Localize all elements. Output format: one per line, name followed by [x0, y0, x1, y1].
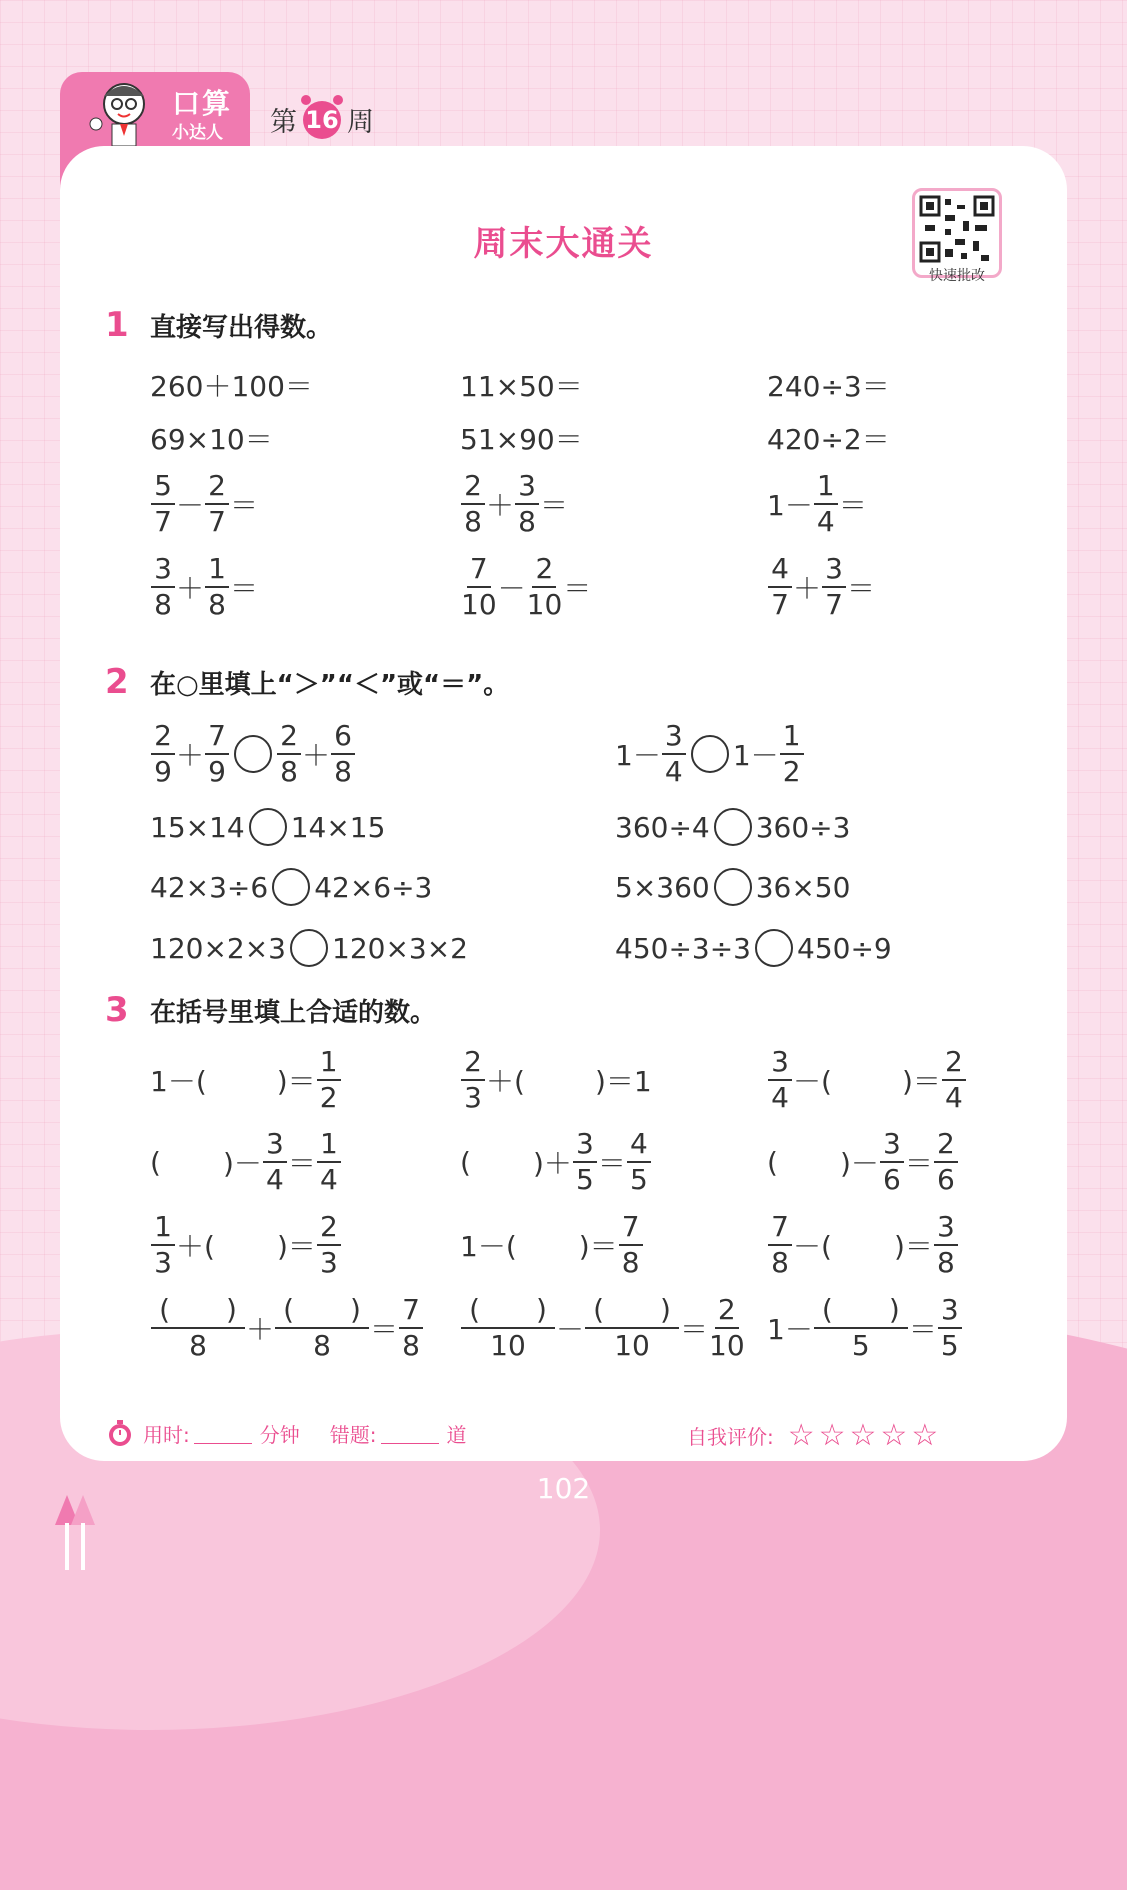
compare-problem: 5×360 36×50 [615, 868, 850, 906]
answer-blank[interactable]: $\frac{( )}{5}$ [814, 1296, 908, 1360]
fill-problem: $\frac{7}{8}$ －( )＝ $\frac{3}{8}$ [767, 1213, 959, 1277]
unit-label: 道 [446, 1422, 467, 1447]
fill-problem: 1－( )＝ $\frac{1}{2}$ [150, 1048, 342, 1112]
answer-blank[interactable]: $\frac{( )}{8}$ [151, 1296, 245, 1360]
section-number: 3 [105, 990, 129, 1030]
page-title: 周末大通关 [473, 224, 654, 264]
fill-problem: ( )－ $\frac{3}{6}$ ＝ $\frac{2}{6}$ [767, 1130, 959, 1194]
self-evaluation [687, 1418, 942, 1453]
cartoon-kid-icon [84, 74, 156, 146]
section-label: 直接写出得数。 [150, 312, 333, 343]
fill-problem: $\frac{3}{4}$ －( )＝ $\frac{2}{4}$ [767, 1048, 967, 1112]
fill-problem: $\frac{2}{3}$ ＋( )＝1 [460, 1048, 652, 1112]
fill-problem: $\frac{( )}{10}$ － $\frac{( )}{10}$ ＝ $\frac{2}{10}$ [460, 1296, 746, 1360]
fill-problem: 1－( )＝ $\frac{7}{8}$ [460, 1213, 644, 1277]
fill-problem: 1－ $\frac{( )}{5}$ ＝ $\frac{3}{5}$ [767, 1296, 963, 1360]
fraction-problem: $\frac{7}{10}$ － $\frac{2}{10}$ ＝ [461, 552, 592, 621]
section-number: 1 [105, 305, 129, 345]
arrow-decoration-icon [55, 1495, 105, 1570]
fraction-problem: 1－ $\frac{1}{4}$ ＝ [767, 469, 867, 538]
eval-label: 自我评价: [687, 1425, 774, 1449]
week-number: 16 [303, 101, 341, 139]
compare-circle[interactable] [234, 735, 272, 773]
qr-label: 快速批改 [929, 268, 985, 284]
problem: 260＋100＝ [150, 370, 313, 403]
fraction-problem: $\frac{3}{8}$ ＋ $\frac{1}{8}$ ＝ [150, 555, 258, 619]
section-number: 2 [105, 662, 129, 702]
time-blank[interactable] [194, 1423, 252, 1444]
time-label: 用时: [143, 1422, 190, 1447]
answer-blank[interactable]: $\frac{( )}{10}$ [585, 1296, 679, 1360]
answer-blank[interactable]: $\frac{( )}{10}$ [461, 1296, 555, 1360]
compare-circle[interactable] [755, 929, 793, 967]
fraction-problem: $\frac{2}{8}$ ＋ $\frac{3}{8}$ ＝ [460, 472, 568, 536]
compare-circle[interactable] [714, 808, 752, 846]
fill-problem: $\frac{1}{3}$ ＋( )＝ $\frac{2}{3}$ [150, 1213, 342, 1277]
rating-stars[interactable]: ☆☆☆☆☆ [787, 1418, 943, 1453]
compare-problem: 360÷4 360÷3 [615, 808, 850, 846]
badge-title: 口算 [172, 87, 233, 120]
compare-problem: 450÷3÷3 450÷9 [615, 929, 892, 967]
minutes-label: 分钟 [259, 1422, 300, 1447]
wrong-label: 错题: [329, 1422, 377, 1447]
week-label [270, 100, 374, 139]
section-3-heading [105, 990, 436, 1030]
compare-circle[interactable] [691, 735, 729, 773]
fill-problem: ( )－ $\frac{3}{4}$ ＝ $\frac{1}{4}$ [150, 1130, 342, 1194]
problem: 420÷2＝ [767, 423, 890, 456]
section-label: 在○里填上“＞”“＜”或“＝”。 [150, 669, 510, 700]
week-suffix: 周 [347, 107, 374, 138]
page-number: 102 [536, 1472, 591, 1505]
time-record [105, 1418, 467, 1448]
compare-circle[interactable] [714, 868, 752, 906]
fill-problem: ( )＋ $\frac{3}{5}$ ＝ $\frac{4}{5}$ [460, 1130, 652, 1194]
fraction-problem: $\frac{5}{7}$ － $\frac{2}{7}$ ＝ [150, 472, 258, 536]
badge-subtitle: 小达人 [172, 123, 223, 143]
wrong-blank[interactable] [381, 1423, 439, 1444]
problem: 240÷3＝ [767, 370, 890, 403]
answer-blank[interactable]: $\frac{( )}{8}$ [275, 1296, 369, 1360]
section-label: 在括号里填上合适的数。 [150, 997, 437, 1028]
section-1-heading [105, 305, 332, 345]
section-2-heading [105, 662, 509, 702]
fill-problem: $\frac{( )}{8}$ ＋ $\frac{( )}{8}$ ＝ $\frac{7}{8}$ [150, 1296, 424, 1360]
compare-problem: 120×2×3 120×3×2 [150, 929, 468, 967]
problem: 51×90＝ [460, 423, 583, 456]
fraction-problem: $\frac{4}{7}$ ＋ $\frac{3}{7}$ ＝ [767, 555, 875, 619]
problem: 69×10＝ [150, 423, 273, 456]
week-prefix: 第 [270, 107, 297, 138]
compare-circle[interactable] [272, 868, 310, 906]
compare-problem: $\frac{2}{9}$ ＋ $\frac{7}{9}$ $\frac{2}{8}$ ＋ $\frac{6}{8}$ [150, 722, 356, 786]
compare-problem: 15×14 14×15 [150, 808, 385, 846]
stopwatch-icon [105, 1418, 135, 1448]
compare-problem: 1－ $\frac{3}{4}$ 1－ $\frac{1}{2}$ [615, 722, 805, 786]
compare-circle[interactable] [290, 929, 328, 967]
compare-circle[interactable] [249, 808, 287, 846]
compare-problem: 42×3÷6 42×6÷3 [150, 868, 432, 906]
problem: 11×50＝ [460, 370, 583, 403]
